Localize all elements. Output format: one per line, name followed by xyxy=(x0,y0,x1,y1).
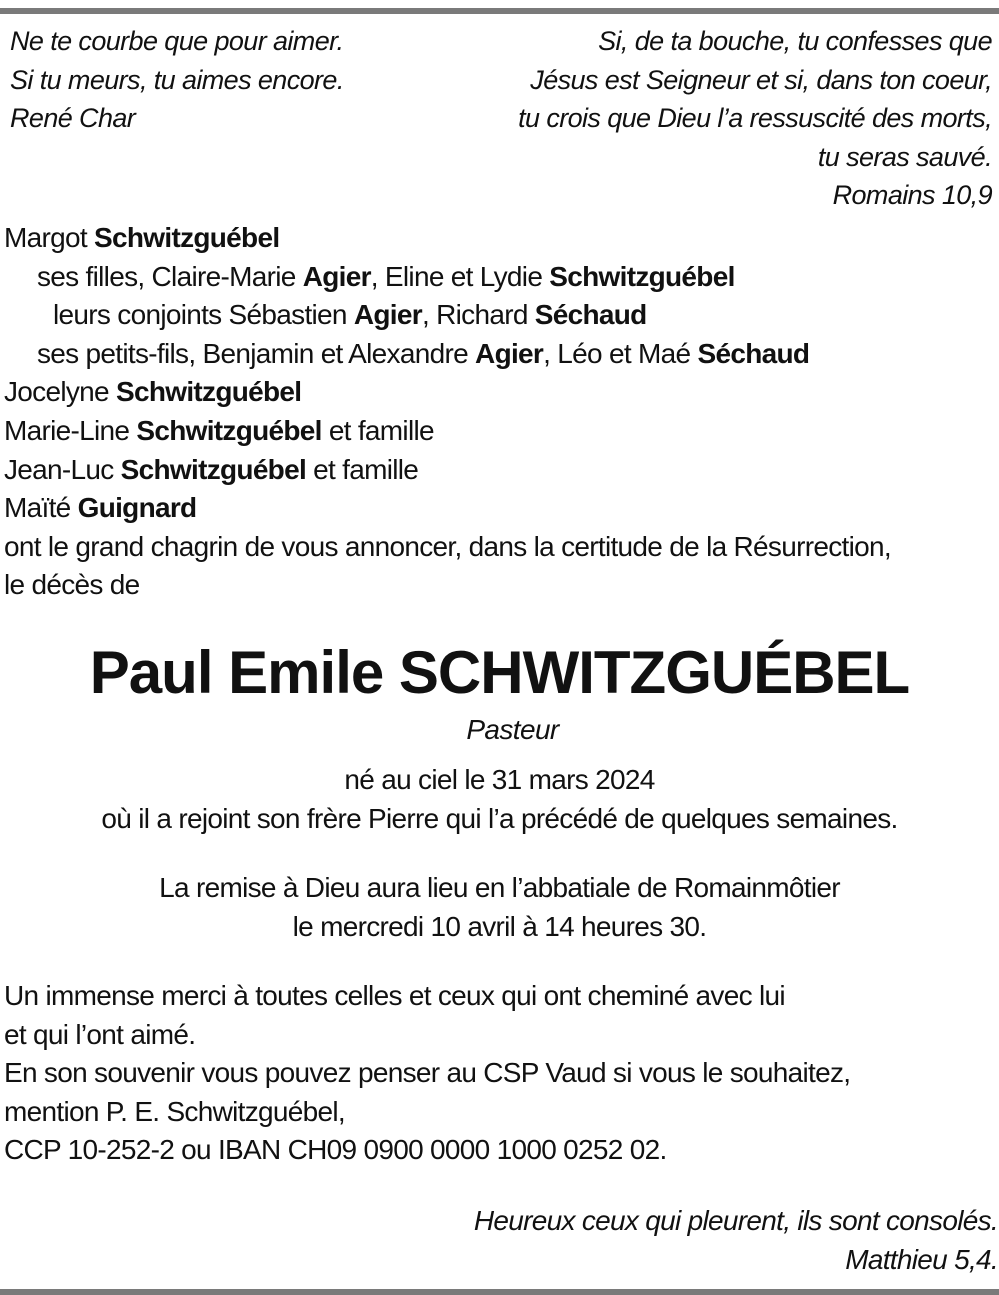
surname: Agier xyxy=(302,260,371,292)
closing-quote-text: Heureux ceux qui pleurent, ils sont consolés. xyxy=(473,1205,998,1236)
death-notice xyxy=(0,761,999,838)
surname: Agier xyxy=(475,337,544,369)
surname: Schwitzguébel xyxy=(549,260,735,292)
first-name: Jean-Luc xyxy=(4,453,121,485)
family-list xyxy=(4,219,994,605)
quote-right-reference: Romains 10,9 xyxy=(832,180,992,210)
text: , Richard xyxy=(421,299,535,331)
announcement-line: ont le grand chagrin de vous annoncer, dans la certitude de la Résurrection, xyxy=(4,530,891,562)
text: leurs conjoints Sébastien xyxy=(53,299,354,331)
family-row-filles xyxy=(4,258,994,297)
surname: Schwitzguébel xyxy=(120,453,307,485)
surname: Schwitzguébel xyxy=(94,222,280,253)
announcement-line: le décès de xyxy=(4,569,140,601)
first-name: Marie-Line xyxy=(4,414,137,446)
first-name: Jocelyne xyxy=(4,376,116,408)
text: , Léo et Maé xyxy=(543,337,698,369)
ceremony-date: le mercredi 10 avril à 14 heures 30. xyxy=(292,910,707,942)
family-row-jocelyne xyxy=(4,373,994,412)
family-row-conjoints xyxy=(4,296,994,335)
donation-line: En son souvenir vous pouvez penser au CSP Vaud si vous le souhaitez, xyxy=(4,1057,851,1089)
bottom-rule xyxy=(0,1289,999,1295)
surname: Schwitzguébel xyxy=(116,376,302,408)
donation-mention: mention P. E. Schwitzguébel, xyxy=(4,1095,345,1127)
family-row-margot xyxy=(4,219,994,258)
thanks-paragraph xyxy=(4,977,994,1170)
quote-right-line: Jésus est Seigneur et si, dans ton coeur, xyxy=(530,64,992,95)
closing-quote xyxy=(474,1202,998,1279)
quote-right-line: tu seras sauvé. xyxy=(817,141,992,172)
closing-quote-reference: Matthieu 5,4. xyxy=(845,1243,998,1275)
quote-left xyxy=(10,22,344,138)
ceremony-info xyxy=(0,869,999,946)
ceremony-place: La remise à Dieu aura lieu en l’abbatiale de Romainmôtier xyxy=(159,872,840,903)
quote-right-line: tu crois que Dieu l’a ressuscité des morts, xyxy=(518,103,992,133)
suffix: et famille xyxy=(321,414,434,446)
deceased-name: Paul Emile SCHWITZGUÉBEL xyxy=(89,639,910,706)
first-name: Maïté xyxy=(4,492,78,524)
first-name: Margot xyxy=(4,222,95,253)
quote-right-line: Si, de ta bouche, tu confesses que xyxy=(598,26,992,56)
donation-account: CCP 10-252-2 ou IBAN CH09 0900 0000 1000 0252 02. xyxy=(4,1134,667,1166)
family-row-jean-luc xyxy=(4,451,994,490)
top-rule xyxy=(0,8,999,14)
deceased-title: Pasteur xyxy=(466,714,559,745)
thanks-line: Un immense merci à toutes celles et ceux qui ont cheminé avec lui xyxy=(4,980,785,1011)
death-note-line: où il a rejoint son frère Pierre qui l’a précédé de quelques semaines. xyxy=(101,802,898,834)
quote-left-author: René Char xyxy=(10,103,136,133)
quote-left-line: Si tu meurs, tu aimes encore. xyxy=(10,64,344,95)
surname: Guignard xyxy=(77,492,197,524)
suffix: et famille xyxy=(306,453,419,485)
quote-left-line: Ne te courbe que pour aimer. xyxy=(10,26,344,56)
surname: Séchaud xyxy=(697,337,810,369)
quote-right xyxy=(518,22,992,215)
text: ses petits-fils, Benjamin et Alexandre xyxy=(37,337,476,369)
family-row-petits-fils xyxy=(4,335,994,374)
surname: Schwitzguébel xyxy=(136,414,322,446)
text: , Eline et Lydie xyxy=(370,260,550,292)
surname: Agier xyxy=(353,299,422,331)
family-row-maite xyxy=(4,489,994,528)
death-date-line: né au ciel le 31 mars 2024 xyxy=(344,764,655,795)
family-row-marie-line xyxy=(4,412,994,451)
thanks-line: et qui l’ont aimé. xyxy=(4,1018,196,1050)
text: ses filles, Claire-Marie xyxy=(37,260,303,292)
surname: Séchaud xyxy=(534,299,647,331)
